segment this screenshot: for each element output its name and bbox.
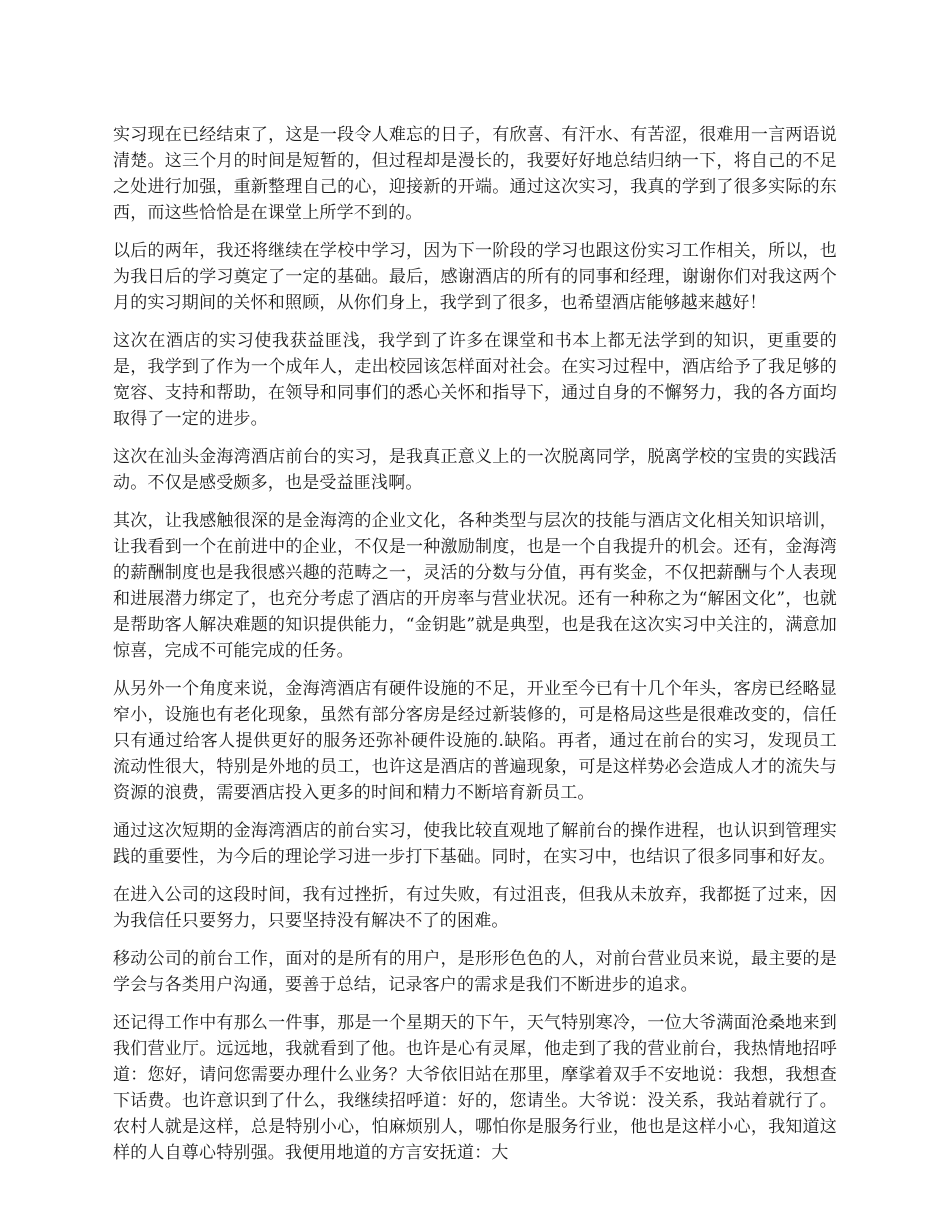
paragraph-7: 通过这次短期的金海湾酒店的前台实习，使我比较直观地了解前台的操作进程，也认识到管理实践的重要性，为今后的理论学习进一步打下基础。同时，在实习中，也结识了很多同事和好友。 — [113, 821, 837, 867]
paragraph-5: 其次，让我感触很深的是金海湾的企业文化，各种类型与层次的技能与酒店文化相关知识培训，让我看到一个在前进中的企业，不仅是一种激励制度，也是一个自我提升的机会。还有，金海湾的薪酬制度也是我很感兴趣的范畴之一，灵活的分数与分值，再有奖金，不仅把薪酬与个人表现和进展潜力绑定了，也充分考虑了酒店的开房率与营业状况。还有一种称之为“解困文化”，也就是帮助客人解决难题的知识提供能力，“金钥匙”就是典型，也是我在这次实习中关注的，满意加惊喜，完成不可能完成的任务。 — [113, 511, 837, 661]
paragraph-10: 还记得工作中有那么一件事，那是一个星期天的下午，天气特别寒冷，一位大爷满面沧桑地来到我们营业厅。远远地，我就看到了他。也许是心有灵犀，他走到了我的营业前台，我热情地招呼道：您好，请问您需要办理什么业务？大爷依旧站在那里，摩挲着双手不安地说：我想，我想查下话费。也许意识到了什么，我继续招呼道：好的，您请坐。大爷说：没关系，我站着就行了。农村人就是这样，总是特别小心，怕麻烦别人，哪怕你是服务行业，他也是这样小心，我知道这样的人自尊心特别强。我便用地道的方言安抚道：大 — [113, 1013, 837, 1163]
paragraph-8: 在进入公司的这段时间，我有过挫折，有过失败，有过沮丧，但我从未放弃，我都挺了过来，因为我信任只要努力，只要坚持没有解决不了的困难。 — [113, 885, 837, 931]
paragraph-3: 这次在酒店的实习使我获益匪浅，我学到了许多在课堂和书本上都无法学到的知识，更重要的是，我学到了作为一个成年人，走出校园该怎样面对社会。在实习过程中，酒店给予了我足够的宽容、支持和帮助，在领导和同事们的悉心关怀和指导下，通过自身的不懈努力，我的各方面均取得了一定的进步。 — [113, 331, 837, 429]
document-body — [113, 122, 837, 1178]
paragraph-1: 实习现在已经结束了，这是一段令人难忘的日子，有欣喜、有汗水、有苦涩，很难用一言两语说清楚。这三个月的时间是短暂的，但过程却是漫长的，我要好好地总结归纳一下，将自己的不足之处进行加强，重新整理自己的心，迎接新的开端。通过这次实习，我真的学到了很多实际的东西，而这些恰恰是在课堂上所学不到的。 — [113, 125, 837, 223]
paragraph-6: 从另外一个角度来说，金海湾酒店有硬件设施的不足，开业至今已有十几个年头，客房已经略显窄小，设施也有老化现象，虽然有部分客房是经过新装修的，可是格局这些是很难改变的，信任只有通过给客人提供更好的服务还弥补硬件设施的.缺陷。再者，通过在前台的实习，发现员工流动性很大，特别是外地的员工，也许这是酒店的普遍现象，可是这样势必会造成人才的流失与资源的浪费，需要酒店投入更多的时间和精力不断培育新员工。 — [113, 679, 837, 803]
paragraph-2: 以后的两年，我还将继续在学校中学习，因为下一阶段的学习也跟这份实习工作相关，所以，也为我日后的学习奠定了一定的基础。最后，感谢酒店的所有的同事和经理，谢谢你们对我这两个月的实习期间的关怀和照顾，从你们身上，我学到了很多，也希望酒店能够越来越好！ — [113, 241, 837, 313]
paragraph-4: 这次在汕头金海湾酒店前台的实习，是我真正意义上的一次脱离同学，脱离学校的宝贵的实践活动。不仅是感受颇多，也是受益匪浅啊。 — [113, 447, 837, 493]
paragraph-9: 移动公司的前台工作，面对的是所有的用户，是形形色色的人，对前台营业员来说，最主要的是学会与各类用户沟通，要善于总结，记录客户的需求是我们不断进步的追求。 — [113, 949, 837, 995]
